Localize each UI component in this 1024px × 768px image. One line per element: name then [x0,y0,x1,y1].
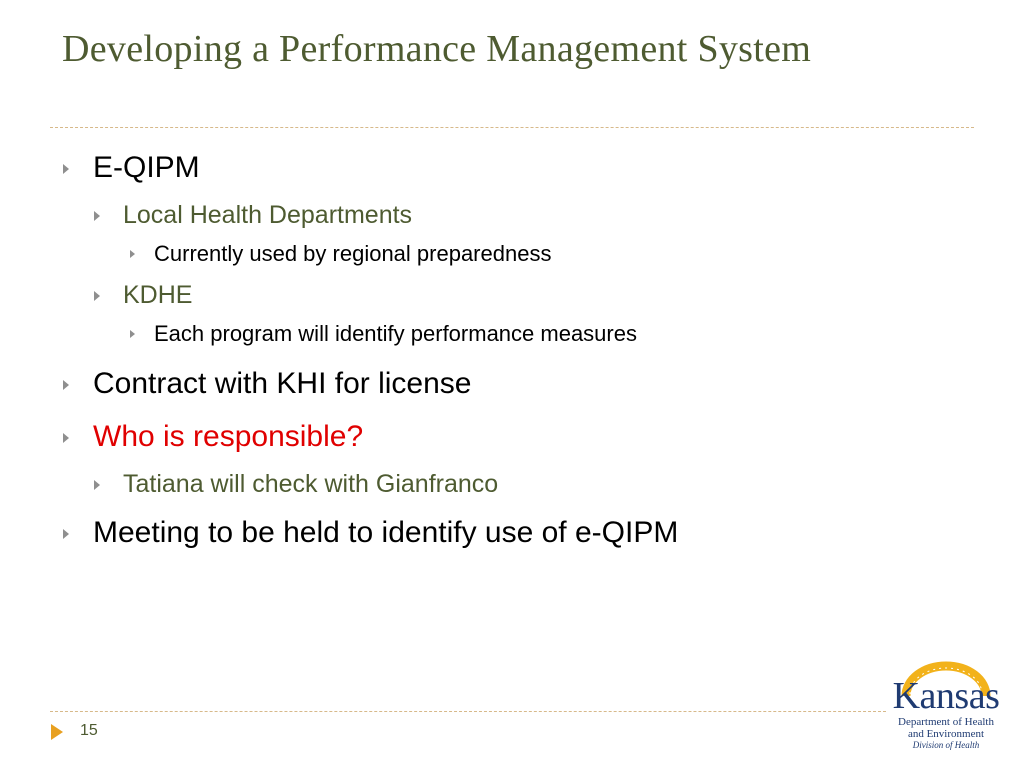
bullet-arrow-icon [130,330,135,338]
bullet-arrow-icon [63,529,69,539]
bullet-item-l2 [62,468,962,500]
bullet-text: Currently used by regional preparedness [154,241,552,266]
title-divider [50,127,974,128]
logo-line-department: Department of Health [898,716,994,728]
bullet-text: Local Health Departments [123,201,413,229]
footer-divider [50,711,886,712]
bullet-text: Each program will identify performance measures [154,321,637,346]
bullet-arrow-icon [63,433,69,443]
bullet-item-l2 [62,279,962,311]
bullet-arrow-icon [130,250,135,258]
bullet-list [62,143,962,552]
bullet-text: Who is responsible? [93,420,364,453]
slide-title: Developing a Performance Management System [62,28,812,70]
bullet-text: E-QIPM [93,151,200,184]
page-number: 15 [80,722,98,739]
bullet-item-l1 [62,514,962,552]
logo-line-environment: and Environment [907,728,985,740]
bullet-arrow-icon [94,211,100,221]
bullet-item-l2 [62,199,962,231]
bullet-item-l1 [62,149,962,187]
logo-kansas-wordmark: Kansas [892,675,1000,717]
bullet-item-l1 [62,365,962,403]
logo-line-division: Division of Health [912,740,980,750]
bullet-arrow-icon [63,380,69,390]
bullet-item-l3 [62,320,962,348]
bullet-arrow-icon [94,480,100,490]
bullet-text: KDHE [123,281,193,309]
bullet-text: Contract with KHI for license [93,367,472,400]
bullet-arrow-icon [94,291,100,301]
bullet-item-l3 [62,240,962,268]
bullet-text: Tatiana will check with Gianfranco [123,470,499,498]
bullet-text: Meeting to be held to identify use of e-QIPM [93,516,679,549]
bullet-arrow-icon [63,164,69,174]
bullet-item-l1 [62,418,962,456]
kansas-sunflower-logo [880,660,1012,760]
footer-arrow-icon [51,724,63,740]
